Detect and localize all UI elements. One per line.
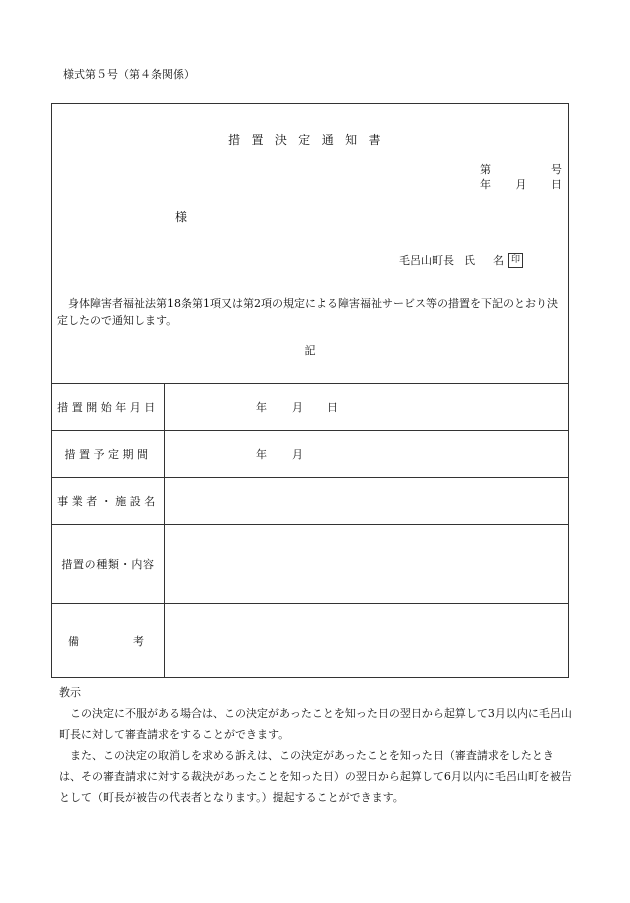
sender-block: [399, 252, 523, 268]
recipient-suffix: 様: [175, 210, 188, 224]
period-year: 年: [256, 448, 267, 461]
number-prefix: 第: [480, 163, 491, 176]
period-label: 措置予定期間: [52, 431, 165, 477]
start-day: 日: [327, 401, 338, 414]
row-remarks: [52, 603, 568, 677]
start-month: 月: [292, 401, 303, 414]
notice-paragraph-1: この決定に不服がある場合は、この決定があったことを知った日の翌日から起算して3月以内に毛呂山町長に対して審査請求をすることができます。: [59, 707, 572, 741]
notice-form: [51, 103, 569, 678]
type-label: 措置の種類・内容: [52, 525, 165, 603]
row-start-date: [52, 383, 568, 430]
date-month: 月: [515, 178, 527, 191]
start-date-label: 措置開始年月日: [52, 384, 165, 430]
remarks-label: [52, 604, 165, 677]
facility-value: [165, 478, 568, 524]
row-type: [52, 524, 568, 603]
number-suffix: 号: [551, 163, 562, 176]
document-number-block: [480, 162, 562, 192]
notice-paragraph-2: また、この決定の取消しを求める訴えは、この決定があったことを知った日（審査請求をしたときは、その審査請求に対する裁決があったことを知った日）の翌日から起算して6月以内に毛呂山町を被告として（町長が被告の代表者となります。）提起することができます。: [59, 749, 572, 804]
form-number: 様式第５号（第４条関係）: [63, 68, 195, 81]
appeal-notice: [59, 682, 573, 808]
type-value: [165, 525, 568, 603]
remarks-label-2: 考: [133, 634, 144, 648]
period-value: [165, 431, 568, 477]
notice-heading: 教示: [59, 686, 81, 699]
date-year: 年: [480, 178, 491, 191]
row-period: [52, 430, 568, 477]
sender-name-label-1: 氏: [464, 254, 475, 267]
ki-mark: 記: [304, 344, 316, 357]
document-title: 措置決定通知書: [228, 133, 392, 147]
sender-name-label-2: 名: [493, 254, 504, 267]
seal-mark: 印: [508, 253, 523, 268]
start-year: 年: [256, 401, 267, 414]
notice-body: 身体障害者福祉法第18条第1項又は第2項の規定による障害福祉サービス等の措置を下記のとおり決定したので通知します。: [57, 297, 558, 327]
row-facility: [52, 477, 568, 524]
date-day: 日: [551, 178, 562, 191]
facility-label: 事業者・施設名: [52, 478, 165, 524]
start-date-value: [165, 384, 568, 430]
sender-title: 毛呂山町長: [399, 254, 454, 267]
remarks-label-1: 備: [68, 634, 79, 648]
form-header: [52, 104, 568, 383]
period-month: 月: [292, 448, 303, 461]
remarks-value: [165, 604, 568, 677]
